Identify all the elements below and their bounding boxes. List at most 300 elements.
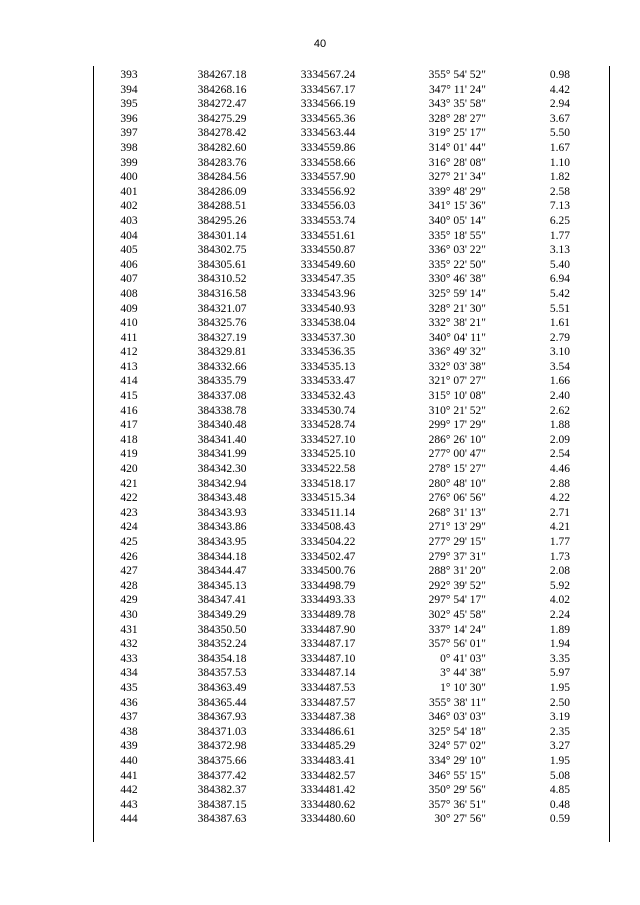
distance-cell: 3.13 <box>549 244 570 257</box>
x-coordinate-cell: 384342.30 <box>197 463 247 476</box>
azimuth-cell: 335° 18' 55" <box>428 229 486 242</box>
y-coordinate-cell: 3334558.66 <box>300 156 356 169</box>
point-number-cell: 416 <box>120 404 138 417</box>
point-number-cell: 433 <box>120 652 138 665</box>
y-coordinate-cell: 3334533.47 <box>300 375 356 388</box>
azimuth-cell: 292° 39' 52" <box>428 579 486 592</box>
azimuth-cell: 339° 48' 29" <box>428 185 486 198</box>
table-body <box>94 68 609 827</box>
table-row <box>94 593 609 608</box>
y-coordinate-cell: 3334532.43 <box>300 390 356 403</box>
azimuth-cell: 336° 49' 32" <box>428 346 486 359</box>
x-coordinate-cell: 384301.14 <box>197 229 247 242</box>
y-coordinate-cell: 3334566.19 <box>300 98 356 111</box>
y-coordinate-cell: 3334556.92 <box>300 185 356 198</box>
table-row <box>94 243 609 258</box>
azimuth-cell: 321° 07' 27" <box>428 375 486 388</box>
azimuth-cell: 350° 29' 56" <box>428 784 486 797</box>
y-coordinate-cell: 3334549.60 <box>300 258 356 271</box>
x-coordinate-cell: 384377.42 <box>197 769 247 782</box>
table-row <box>94 156 609 171</box>
x-coordinate-cell: 384343.95 <box>197 536 247 548</box>
y-coordinate-cell: 3334486.61 <box>300 725 356 738</box>
distance-cell: 2.94 <box>549 98 570 111</box>
distance-cell: 1.67 <box>549 141 570 154</box>
table-row <box>94 550 609 565</box>
x-coordinate-cell: 384283.76 <box>197 156 247 169</box>
point-number-cell: 396 <box>120 112 138 125</box>
point-number-cell: 393 <box>120 69 138 81</box>
azimuth-cell: 340° 05' 14" <box>428 214 486 227</box>
point-number-cell: 410 <box>120 317 138 330</box>
y-coordinate-cell: 3334556.03 <box>300 200 356 213</box>
y-coordinate-cell: 3334508.43 <box>300 521 356 534</box>
table-row <box>94 666 609 681</box>
y-coordinate-cell: 3334538.04 <box>300 317 356 330</box>
x-coordinate-cell: 384284.56 <box>197 171 247 184</box>
x-coordinate-cell: 384387.63 <box>197 813 247 826</box>
azimuth-cell: 310° 21' 52" <box>428 404 486 417</box>
azimuth-cell: 277° 29' 15" <box>428 536 486 548</box>
table-row <box>94 506 609 521</box>
distance-cell: 1.88 <box>549 419 570 432</box>
table-row <box>94 316 609 331</box>
azimuth-cell: 288° 31' 20" <box>428 565 486 578</box>
distance-cell: 3.10 <box>549 346 570 359</box>
x-coordinate-cell: 384352.24 <box>197 638 247 651</box>
point-number-cell: 427 <box>120 565 138 578</box>
azimuth-cell: 297° 54' 17" <box>428 594 486 607</box>
y-coordinate-cell: 3334487.14 <box>300 667 356 680</box>
y-coordinate-cell: 3334536.35 <box>300 346 356 359</box>
distance-cell: 5.97 <box>549 667 570 680</box>
distance-cell: 2.08 <box>549 565 570 578</box>
point-number-cell: 400 <box>120 171 138 184</box>
table-row <box>94 287 609 302</box>
distance-cell: 4.02 <box>549 594 570 607</box>
point-number-cell: 435 <box>120 681 138 694</box>
point-number-cell: 413 <box>120 360 138 373</box>
distance-cell: 1.89 <box>549 623 570 636</box>
azimuth-cell: 346° 55' 15" <box>428 769 486 782</box>
point-number-cell: 441 <box>120 769 138 782</box>
distance-cell: 4.21 <box>549 521 570 534</box>
distance-cell: 4.85 <box>549 784 570 797</box>
y-coordinate-cell: 3334530.74 <box>300 404 356 417</box>
distance-cell: 5.08 <box>549 769 570 782</box>
azimuth-cell: 325° 54' 18" <box>428 725 486 738</box>
azimuth-cell: 343° 35' 58" <box>428 98 486 111</box>
point-number-cell: 431 <box>120 623 138 636</box>
azimuth-cell: 347° 11' 24" <box>429 83 486 96</box>
y-coordinate-cell: 3334557.90 <box>300 171 356 184</box>
x-coordinate-cell: 384387.15 <box>197 798 247 811</box>
point-number-cell: 403 <box>120 214 138 227</box>
azimuth-cell: 286° 26' 10" <box>428 433 486 446</box>
distance-cell: 3.27 <box>549 740 570 753</box>
distance-cell: 6.25 <box>549 214 570 227</box>
azimuth-cell: 325° 59' 14" <box>428 287 486 300</box>
table-row <box>94 97 609 112</box>
azimuth-cell: 30° 27' 56" <box>434 813 486 826</box>
table-row <box>94 418 609 433</box>
azimuth-cell: 330° 46' 38" <box>428 273 486 286</box>
point-number-cell: 444 <box>120 813 138 826</box>
point-number-cell: 409 <box>120 302 138 315</box>
distance-cell: 3.54 <box>549 360 570 373</box>
azimuth-cell: 278° 15' 27" <box>428 463 486 476</box>
x-coordinate-cell: 384341.40 <box>197 433 247 446</box>
point-number-cell: 428 <box>120 579 138 592</box>
distance-cell: 0.48 <box>549 798 570 811</box>
y-coordinate-cell: 3334511.14 <box>300 506 356 519</box>
y-coordinate-cell: 3334482.57 <box>300 769 356 782</box>
table-row <box>94 389 609 404</box>
distance-cell: 0.98 <box>549 69 570 81</box>
azimuth-cell: 279° 37' 31" <box>428 550 486 563</box>
y-coordinate-cell: 3334522.58 <box>300 463 356 476</box>
point-number-cell: 419 <box>120 448 138 461</box>
table-row <box>94 652 609 667</box>
distance-cell: 1.10 <box>549 156 570 169</box>
distance-cell: 3.19 <box>549 711 570 724</box>
point-number-cell: 397 <box>120 127 138 140</box>
x-coordinate-cell: 384354.18 <box>197 652 247 665</box>
coordinate-table <box>93 66 610 842</box>
x-coordinate-cell: 384275.29 <box>197 112 247 125</box>
point-number-cell: 440 <box>120 754 138 767</box>
x-coordinate-cell: 384327.19 <box>197 331 247 344</box>
y-coordinate-cell: 3334485.29 <box>300 740 356 753</box>
table-row <box>94 447 609 462</box>
x-coordinate-cell: 384344.18 <box>197 550 247 563</box>
point-number-cell: 436 <box>120 696 138 709</box>
y-coordinate-cell: 3334500.76 <box>300 565 356 578</box>
x-coordinate-cell: 384344.47 <box>197 565 247 578</box>
azimuth-cell: 355° 38' 11" <box>429 696 486 709</box>
table-row <box>94 302 609 317</box>
distance-cell: 1.95 <box>549 754 570 767</box>
y-coordinate-cell: 3334489.78 <box>300 608 356 621</box>
x-coordinate-cell: 384350.50 <box>197 623 247 636</box>
y-coordinate-cell: 3334528.74 <box>300 419 356 432</box>
distance-cell: 0.59 <box>549 813 570 826</box>
azimuth-cell: 355° 54' 52" <box>428 69 486 81</box>
y-coordinate-cell: 3334537.30 <box>300 331 356 344</box>
azimuth-cell: 0° 41' 03" <box>440 652 486 665</box>
azimuth-cell: 316° 28' 08" <box>428 156 486 169</box>
distance-cell: 2.54 <box>549 448 570 461</box>
table-row <box>94 141 609 156</box>
table-row <box>94 199 609 214</box>
table-row <box>94 126 609 141</box>
x-coordinate-cell: 384302.75 <box>197 244 247 257</box>
point-number-cell: 401 <box>120 185 138 198</box>
x-coordinate-cell: 384288.51 <box>197 200 247 213</box>
table-row <box>94 83 609 98</box>
azimuth-cell: 302° 45' 58" <box>428 608 486 621</box>
point-number-cell: 407 <box>120 273 138 286</box>
point-number-cell: 418 <box>120 433 138 446</box>
x-coordinate-cell: 384329.81 <box>197 346 247 359</box>
table-row <box>94 170 609 185</box>
point-number-cell: 404 <box>120 229 138 242</box>
azimuth-cell: 357° 36' 51" <box>428 798 486 811</box>
x-coordinate-cell: 384343.86 <box>197 521 247 534</box>
point-number-cell: 398 <box>120 141 138 154</box>
table-row <box>94 754 609 769</box>
point-number-cell: 420 <box>120 463 138 476</box>
point-number-cell: 415 <box>120 390 138 403</box>
azimuth-cell: 280° 48' 10" <box>428 477 486 490</box>
table-row <box>94 331 609 346</box>
point-number-cell: 439 <box>120 740 138 753</box>
distance-cell: 4.46 <box>549 463 570 476</box>
azimuth-cell: 337° 14' 24" <box>428 623 486 636</box>
point-number-cell: 394 <box>120 83 138 96</box>
distance-cell: 2.71 <box>549 506 570 519</box>
x-coordinate-cell: 384282.60 <box>197 141 247 154</box>
table-row <box>94 68 609 83</box>
azimuth-cell: 276° 06' 56" <box>428 492 486 505</box>
azimuth-cell: 336° 03' 22" <box>428 244 486 257</box>
x-coordinate-cell: 384305.61 <box>197 258 247 271</box>
point-number-cell: 412 <box>120 346 138 359</box>
azimuth-cell: 3° 44' 38" <box>440 667 486 680</box>
x-coordinate-cell: 384357.53 <box>197 667 247 680</box>
table-row <box>94 681 609 696</box>
azimuth-cell: 319° 25' 17" <box>428 127 486 140</box>
x-coordinate-cell: 384345.13 <box>197 579 247 592</box>
x-coordinate-cell: 384268.16 <box>197 83 247 96</box>
x-coordinate-cell: 384278.42 <box>197 127 247 140</box>
azimuth-cell: 346° 03' 03" <box>428 711 486 724</box>
point-number-cell: 443 <box>120 798 138 811</box>
y-coordinate-cell: 3334487.10 <box>300 652 356 665</box>
azimuth-cell: 1° 10' 30" <box>440 681 486 694</box>
x-coordinate-cell: 384365.44 <box>197 696 247 709</box>
point-number-cell: 421 <box>120 477 138 490</box>
x-coordinate-cell: 384337.08 <box>197 390 247 403</box>
distance-cell: 5.42 <box>549 287 570 300</box>
y-coordinate-cell: 3334553.74 <box>300 214 356 227</box>
x-coordinate-cell: 384316.58 <box>197 287 247 300</box>
point-number-cell: 406 <box>120 258 138 271</box>
azimuth-cell: 315° 10' 08" <box>428 390 486 403</box>
distance-cell: 6.94 <box>549 273 570 286</box>
table-row <box>94 564 609 579</box>
y-coordinate-cell: 3334504.22 <box>300 536 356 548</box>
table-row <box>94 272 609 287</box>
y-coordinate-cell: 3334480.62 <box>300 798 356 811</box>
distance-cell: 1.95 <box>549 681 570 694</box>
azimuth-cell: 335° 22' 50" <box>428 258 486 271</box>
distance-cell: 1.77 <box>549 229 570 242</box>
distance-cell: 2.50 <box>549 696 570 709</box>
table-row <box>94 112 609 127</box>
point-number-cell: 434 <box>120 667 138 680</box>
distance-cell: 1.61 <box>549 317 570 330</box>
table-row <box>94 579 609 594</box>
azimuth-cell: 314° 01' 44" <box>428 141 486 154</box>
table-row <box>94 623 609 638</box>
y-coordinate-cell: 3334551.61 <box>300 229 356 242</box>
y-coordinate-cell: 3334527.10 <box>300 433 356 446</box>
azimuth-cell: 299° 17' 29" <box>428 419 486 432</box>
point-number-cell: 429 <box>120 594 138 607</box>
x-coordinate-cell: 384382.37 <box>197 784 247 797</box>
x-coordinate-cell: 384347.41 <box>197 594 247 607</box>
table-row <box>94 535 609 550</box>
y-coordinate-cell: 3334487.57 <box>300 696 356 709</box>
y-coordinate-cell: 3334540.93 <box>300 302 356 315</box>
table-row <box>94 725 609 740</box>
y-coordinate-cell: 3334525.10 <box>300 448 356 461</box>
x-coordinate-cell: 384343.48 <box>197 492 247 505</box>
x-coordinate-cell: 384367.93 <box>197 711 247 724</box>
distance-cell: 2.24 <box>549 608 570 621</box>
distance-cell: 7.13 <box>549 200 570 213</box>
y-coordinate-cell: 3334498.79 <box>300 579 356 592</box>
azimuth-cell: 341° 15' 36" <box>428 200 486 213</box>
y-coordinate-cell: 3334480.60 <box>300 813 356 826</box>
x-coordinate-cell: 384332.66 <box>197 360 247 373</box>
distance-cell: 1.82 <box>549 171 570 184</box>
distance-cell: 5.51 <box>549 302 570 315</box>
point-number-cell: 437 <box>120 711 138 724</box>
point-number-cell: 395 <box>120 98 138 111</box>
page-number: 40 <box>313 38 327 50</box>
y-coordinate-cell: 3334493.33 <box>300 594 356 607</box>
azimuth-cell: 328° 21' 30" <box>428 302 486 315</box>
x-coordinate-cell: 384295.26 <box>197 214 247 227</box>
azimuth-cell: 332° 38' 21" <box>428 317 486 330</box>
table-row <box>94 710 609 725</box>
distance-cell: 5.50 <box>549 127 570 140</box>
table-row <box>94 696 609 711</box>
distance-cell: 2.88 <box>549 477 570 490</box>
x-coordinate-cell: 384272.47 <box>197 98 247 111</box>
table-row <box>94 812 609 827</box>
azimuth-cell: 357° 56' 01" <box>428 638 486 651</box>
point-number-cell: 430 <box>120 608 138 621</box>
table-row <box>94 608 609 623</box>
x-coordinate-cell: 384286.09 <box>197 185 247 198</box>
x-coordinate-cell: 384363.49 <box>197 681 247 694</box>
distance-cell: 2.40 <box>549 390 570 403</box>
x-coordinate-cell: 384340.48 <box>197 419 247 432</box>
point-number-cell: 426 <box>120 550 138 563</box>
distance-cell: 4.42 <box>549 83 570 96</box>
x-coordinate-cell: 384321.07 <box>197 302 247 315</box>
table-row <box>94 185 609 200</box>
table-row <box>94 229 609 244</box>
table-row <box>94 433 609 448</box>
y-coordinate-cell: 3334547.35 <box>300 273 356 286</box>
y-coordinate-cell: 3334487.53 <box>300 681 356 694</box>
distance-cell: 4.22 <box>549 492 570 505</box>
distance-cell: 1.94 <box>549 638 570 651</box>
y-coordinate-cell: 3334487.38 <box>300 711 356 724</box>
y-coordinate-cell: 3334483.41 <box>300 754 356 767</box>
y-coordinate-cell: 3334567.24 <box>300 69 356 81</box>
table-row <box>94 798 609 813</box>
table-row <box>94 360 609 375</box>
table-row <box>94 491 609 506</box>
x-coordinate-cell: 384325.76 <box>197 317 247 330</box>
x-coordinate-cell: 384375.66 <box>197 754 247 767</box>
point-number-cell: 414 <box>120 375 138 388</box>
distance-cell: 1.66 <box>549 375 570 388</box>
x-coordinate-cell: 384338.78 <box>197 404 247 417</box>
distance-cell: 2.62 <box>549 404 570 417</box>
y-coordinate-cell: 3334487.17 <box>300 638 356 651</box>
azimuth-cell: 327° 21' 34" <box>428 171 486 184</box>
y-coordinate-cell: 3334567.17 <box>300 83 356 96</box>
azimuth-cell: 334° 29' 10" <box>428 754 486 767</box>
y-coordinate-cell: 3334515.34 <box>300 492 356 505</box>
y-coordinate-cell: 3334481.42 <box>300 784 356 797</box>
y-coordinate-cell: 3334502.47 <box>300 550 356 563</box>
x-coordinate-cell: 384372.98 <box>197 740 247 753</box>
table-row <box>94 769 609 784</box>
distance-cell: 2.09 <box>549 433 570 446</box>
point-number-cell: 424 <box>120 521 138 534</box>
azimuth-cell: 324° 57' 02" <box>428 740 486 753</box>
azimuth-cell: 271° 13' 29" <box>428 521 486 534</box>
azimuth-cell: 328° 28' 27" <box>428 112 486 125</box>
y-coordinate-cell: 3334563.44 <box>300 127 356 140</box>
point-number-cell: 402 <box>120 200 138 213</box>
table-row <box>94 520 609 535</box>
y-coordinate-cell: 3334518.17 <box>300 477 356 490</box>
azimuth-cell: 332° 03' 38" <box>428 360 486 373</box>
table-row <box>94 477 609 492</box>
point-number-cell: 423 <box>120 506 138 519</box>
x-coordinate-cell: 384343.93 <box>197 506 247 519</box>
table-row <box>94 404 609 419</box>
point-number-cell: 425 <box>120 536 138 548</box>
distance-cell: 2.35 <box>549 725 570 738</box>
distance-cell: 1.73 <box>549 550 570 563</box>
azimuth-cell: 277° 00' 47" <box>428 448 486 461</box>
x-coordinate-cell: 384310.52 <box>197 273 247 286</box>
point-number-cell: 411 <box>120 331 138 344</box>
y-coordinate-cell: 3334487.90 <box>300 623 356 636</box>
point-number-cell: 399 <box>120 156 138 169</box>
point-number-cell: 405 <box>120 244 138 257</box>
table-row <box>94 214 609 229</box>
distance-cell: 1.77 <box>549 536 570 548</box>
azimuth-cell: 268° 31' 13" <box>428 506 486 519</box>
distance-cell: 3.67 <box>549 112 570 125</box>
x-coordinate-cell: 384349.29 <box>197 608 247 621</box>
table-row <box>94 462 609 477</box>
x-coordinate-cell: 384341.99 <box>197 448 247 461</box>
table-row <box>94 637 609 652</box>
distance-cell: 2.79 <box>549 331 570 344</box>
y-coordinate-cell: 3334543.96 <box>300 287 356 300</box>
azimuth-cell: 340° 04' 11" <box>429 331 486 344</box>
distance-cell: 2.58 <box>549 185 570 198</box>
x-coordinate-cell: 384335.79 <box>197 375 247 388</box>
y-coordinate-cell: 3334565.36 <box>300 112 356 125</box>
point-number-cell: 417 <box>120 419 138 432</box>
distance-cell: 5.40 <box>549 258 570 271</box>
table-row <box>94 258 609 273</box>
point-number-cell: 408 <box>120 287 138 300</box>
point-number-cell: 422 <box>120 492 138 505</box>
